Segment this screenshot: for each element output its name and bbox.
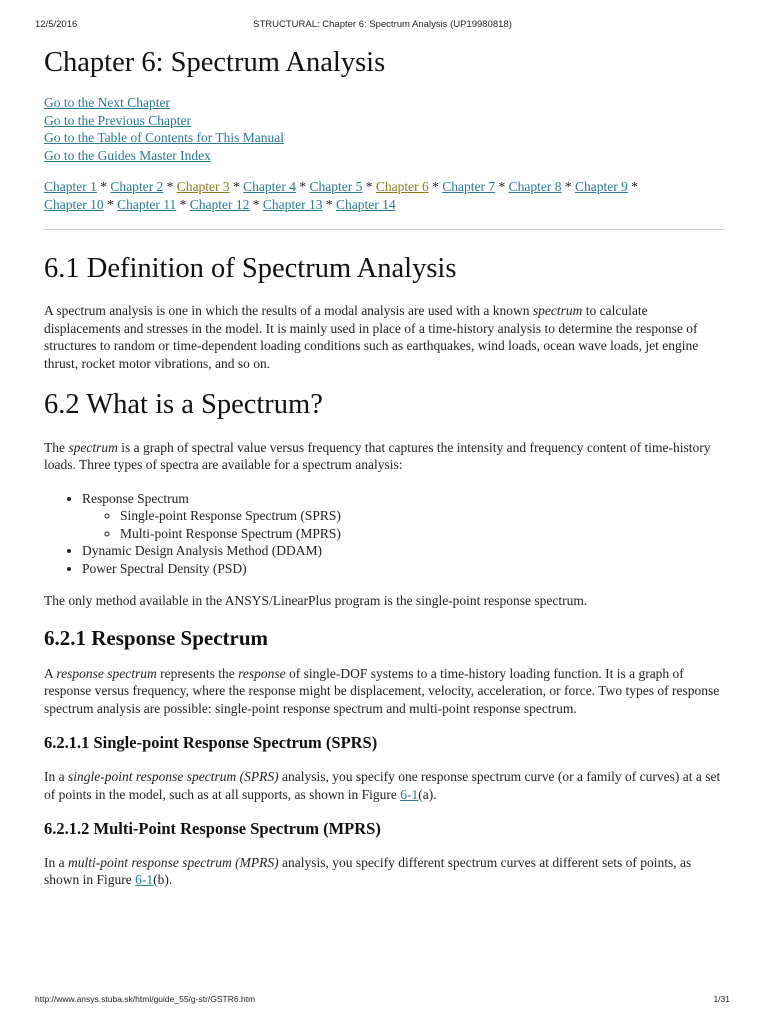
section-6-2-paragraph [44, 439, 724, 474]
text-run: In a [44, 769, 68, 785]
section-6-1-paragraph [44, 302, 724, 372]
chapter-separator: * [249, 196, 263, 212]
spectrum-types-list [44, 490, 724, 578]
text-run: to calculate displacements and stresses in the model. It is mainly used in place of a time-history analysis to determine the response of structures to random or time-dependent loading conditions such as earthquakes, wind loads, ocean wave loads, jet engine thrust, rocket motor vibrations, and so on. [44, 303, 699, 371]
section-heading-6-2-1: 6.2.1 Response Spectrum [44, 625, 268, 650]
previous-chapter-link[interactable]: Go to the Previous Chapter [44, 112, 191, 128]
text-run: In a [44, 854, 68, 870]
text-run: (b). [153, 872, 173, 888]
list-item [82, 490, 724, 543]
guides-master-index-link[interactable]: Go to the Guides Master Index [44, 147, 211, 163]
emphasis-term: multi-point response spectrum (MPRS) [68, 854, 279, 870]
sub-list [82, 507, 724, 542]
text-run: represents the [156, 665, 239, 681]
chapter-separator: * [627, 179, 638, 195]
navigation-links [44, 94, 724, 164]
emphasis-term: spectrum [68, 439, 118, 455]
text-run: of single-DOF systems to a time-history loading function. It is a graph of response versus frequency, where the response might be displacement, velocity, acceleration, or force. Two types of response spectrum analysis are possible: single-point response spectrum and multi-point response spectrum. [44, 665, 720, 716]
chapter-link-5[interactable]: Chapter 5 [309, 179, 363, 195]
section-divider [44, 229, 724, 230]
section-6-2-1-2-paragraph [44, 854, 724, 889]
section-6-2-1-paragraph [44, 665, 724, 718]
chapter-separator: * [322, 196, 336, 212]
chapter-link-3[interactable]: Chapter 3 [176, 179, 230, 195]
chapter-separator: * [96, 179, 111, 195]
emphasis-term: response spectrum [56, 665, 157, 681]
chapter-index [44, 178, 724, 213]
chapter-separator: * [103, 196, 118, 212]
emphasis-term: spectrum [532, 303, 583, 319]
chapter-separator: * [296, 179, 310, 195]
text-run: A spectrum analysis is one in which the results of a modal analysis are used with a known [44, 303, 533, 319]
page-title: Chapter 6: Spectrum Analysis [44, 47, 386, 78]
emphasis-term: response [238, 665, 286, 681]
chapter-link-1[interactable]: Chapter 1 [44, 179, 97, 195]
section-heading-6-2: 6.2 What is a Spectrum? [44, 389, 323, 421]
document-body [44, 40, 724, 905]
text-run: is a graph of spectral value versus frequency that captures the intensity and frequency content of time-history loads. Three types of spectra are available for a spectrum analysis: [44, 439, 711, 473]
emphasis-term: single-point response spectrum (SPRS) [68, 769, 279, 785]
chapter-link-12[interactable]: Chapter 12 [189, 196, 250, 212]
section-heading-6-1: 6.1 Definition of Spectrum Analysis [44, 253, 457, 285]
print-page-number: 1/31 [713, 994, 730, 1004]
chapter-separator: * [362, 179, 376, 195]
chapter-link-11[interactable]: Chapter 11 [117, 196, 177, 212]
chapter-separator: * [229, 179, 244, 195]
print-document-title: STRUCTURAL: Chapter 6: Spectrum Analysis (UP19980818) [253, 19, 512, 30]
chapter-link-6[interactable]: Chapter 6 [375, 179, 429, 195]
text-run: analysis, you specify different spectrum curves at different sets of points, as shown in Figure [44, 854, 692, 888]
chapter-link-8[interactable]: Chapter 8 [508, 179, 562, 195]
next-chapter-link[interactable]: Go to the Next Chapter [44, 95, 170, 111]
text-run: (a). [418, 786, 437, 802]
chapter-link-10[interactable]: Chapter 10 [44, 196, 104, 212]
chapter-separator: * [163, 179, 177, 195]
chapter-separator: * [428, 179, 443, 195]
list-item: • Dynamic Design Analysis Method (DDAM) [82, 542, 724, 560]
chapter-link-9[interactable]: Chapter 9 [575, 179, 628, 195]
print-date: 12/5/2016 [35, 19, 78, 30]
section-6-2-1-1-paragraph [44, 768, 724, 803]
figure-6-1-link[interactable]: 6-1 [135, 872, 154, 888]
text-run: A [44, 665, 57, 681]
chapter-separator: * [561, 179, 575, 195]
chapter-link-14[interactable]: Chapter 14 [335, 196, 396, 212]
list-item: ◦ Single-point Response Spectrum (SPRS) [120, 507, 724, 525]
section-heading-6-2-1-1: 6.2.1.1 Single-point Response Spectrum (SPRS) [44, 733, 378, 753]
table-of-contents-link[interactable]: Go to the Table of Contents for This Manual [44, 130, 285, 146]
list-item: ◦ Multi-point Response Spectrum (MPRS) [120, 525, 724, 543]
text-run: analysis, you specify one response spectrum curve (or a family of curves) at a set of points in the model, such as at all supports, as shown in Figure [44, 769, 721, 802]
chapter-separator: * [176, 196, 190, 212]
list-item-label: Response Spectrum [82, 490, 189, 506]
chapter-link-13[interactable]: Chapter 13 [262, 196, 323, 212]
text-run: The [44, 439, 69, 455]
chapter-link-7[interactable]: Chapter 7 [442, 179, 496, 195]
figure-6-1-link[interactable]: 6-1 [400, 786, 419, 802]
section-heading-6-2-1-2: 6.2.1.2 Multi-Point Response Spectrum (MPRS) [44, 819, 381, 839]
chapter-separator: * [495, 179, 509, 195]
section-6-2-note: The only method available in the ANSYS/LinearPlus program is the single-point response spectrum. [44, 593, 588, 609]
list-item: • Power Spectral Density (PSD) [82, 560, 724, 578]
chapter-link-2[interactable]: Chapter 2 [110, 179, 164, 195]
chapter-link-4[interactable]: Chapter 4 [243, 179, 296, 195]
print-source-url: http://www.ansys.stuba.sk/html/guide_55/g-str/GSTR6.htm [35, 994, 256, 1004]
